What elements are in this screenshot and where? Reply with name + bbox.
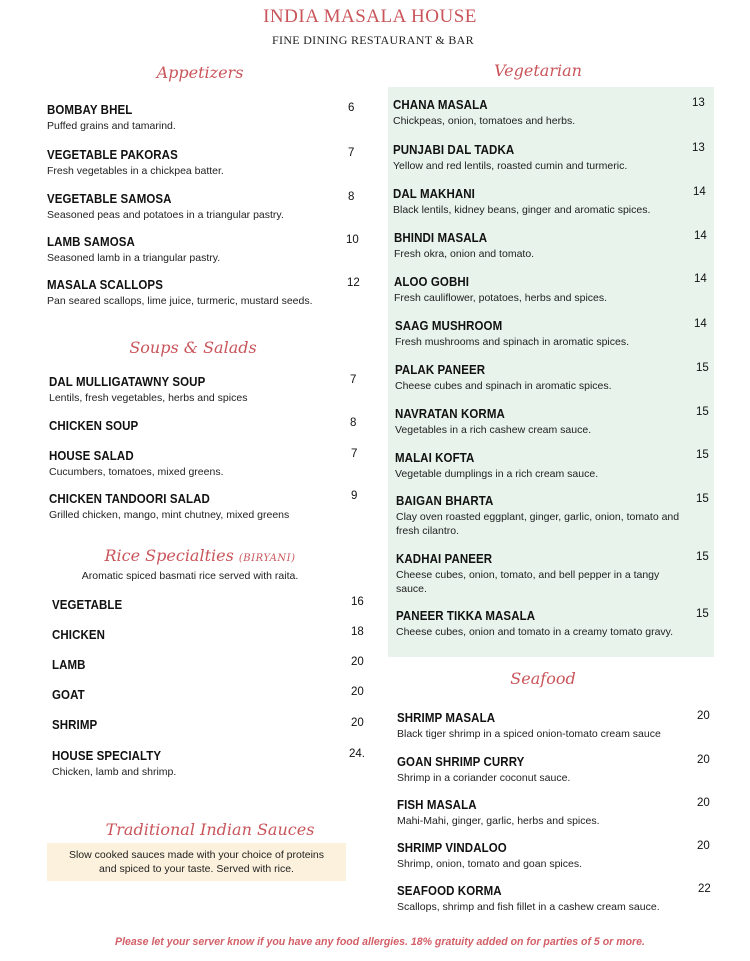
menu-item bbox=[395, 451, 695, 481]
item-price: 9 bbox=[351, 490, 358, 502]
item-description: Fresh cauliflower, potatoes, herbs and spices. bbox=[394, 292, 608, 304]
item-name: SHRIMP MASALA bbox=[397, 711, 496, 725]
item-price: 14 bbox=[694, 318, 707, 330]
restaurant-name: INDIA MASALA HOUSE bbox=[263, 6, 477, 27]
sauces-note-line1: Slow cooked sauces made with your choice of proteins bbox=[68, 849, 325, 861]
rice-specialties-heading bbox=[100, 546, 300, 565]
item-price: 15 bbox=[696, 551, 709, 563]
item-price: 22 bbox=[698, 883, 711, 895]
item-price: 15 bbox=[696, 608, 709, 620]
item-name: MALAI KOFTA bbox=[395, 451, 475, 465]
item-name: PUNJABI DAL TADKA bbox=[393, 143, 515, 157]
item-name: LAMB SAMOSA bbox=[47, 235, 135, 249]
item-description: Vegetables in a rich cashew cream sauce. bbox=[395, 424, 592, 436]
menu-item bbox=[52, 688, 342, 702]
item-price: 20 bbox=[351, 686, 364, 698]
traditional-sauces-heading: Traditional Indian Sauces bbox=[105, 820, 315, 839]
item-description: Fresh okra, onion and tomato. bbox=[394, 248, 535, 260]
item-price: 13 bbox=[692, 142, 705, 154]
item-name: VEGETABLE bbox=[52, 598, 123, 612]
item-name: HOUSE SALAD bbox=[49, 449, 134, 463]
menu-item bbox=[52, 628, 342, 642]
item-price: 20 bbox=[351, 656, 364, 668]
item-price: 14 bbox=[694, 230, 707, 242]
vegetarian-heading: Vegetarian bbox=[494, 61, 582, 80]
menu-item bbox=[49, 375, 339, 405]
menu-item bbox=[52, 598, 342, 612]
item-name: CHICKEN bbox=[52, 628, 106, 642]
menu-item bbox=[52, 718, 342, 732]
item-description: Cheese cubes, onion and tomato in a creamy tomato gravy. bbox=[396, 626, 674, 638]
item-price: 7 bbox=[350, 374, 357, 386]
item-description: Mahi-Mahi, ginger, garlic, herbs and spices. bbox=[397, 815, 600, 827]
menu-item bbox=[394, 275, 694, 305]
restaurant-subtitle: FINE DINING RESTAURANT & BAR bbox=[272, 33, 474, 47]
item-description: Black tiger shrimp in a spiced onion-tomato cream sauce bbox=[397, 728, 661, 740]
rice-note: Aromatic spiced basmati rice served with raita. bbox=[81, 570, 299, 582]
item-name: GOAT bbox=[52, 688, 85, 702]
item-price: 20 bbox=[697, 754, 710, 766]
allergy-gratuity-notice: Please let your server know if you have any food allergies. 18% gratuity added on for parties of 5 or more. bbox=[115, 936, 645, 948]
item-description: Clay oven roasted eggplant, ginger, garlic, onion, tomato and fresh cilantro. bbox=[396, 511, 680, 537]
menu-item bbox=[396, 609, 688, 639]
menu-item bbox=[49, 419, 339, 433]
item-price: 8 bbox=[348, 191, 355, 203]
item-price: 6 bbox=[348, 102, 355, 114]
item-price: 20 bbox=[351, 717, 364, 729]
item-description: Black lentils, kidney beans, ginger and aromatic spices. bbox=[393, 204, 651, 216]
item-name: SHRIMP bbox=[52, 718, 98, 732]
item-name: LAMB bbox=[52, 658, 86, 672]
menu-item bbox=[397, 841, 697, 871]
item-description: Vegetable dumplings in a rich cream sauce. bbox=[395, 468, 599, 480]
item-price: 8 bbox=[350, 417, 357, 429]
item-name: MASALA SCALLOPS bbox=[47, 278, 163, 292]
menu-item bbox=[49, 449, 339, 479]
menu-item bbox=[397, 755, 697, 785]
item-description: Grilled chicken, mango, mint chutney, mixed greens bbox=[49, 509, 290, 521]
menu-item bbox=[397, 711, 697, 741]
item-name: DAL MULLIGATAWNY SOUP bbox=[49, 375, 206, 389]
menu-item bbox=[397, 884, 697, 914]
menu-item bbox=[52, 658, 342, 672]
rice-title: Rice Specialties bbox=[104, 546, 234, 565]
item-description: Shrimp in a coriander coconut sauce. bbox=[397, 772, 571, 784]
menu-item bbox=[47, 103, 337, 133]
item-price: 16 bbox=[351, 596, 364, 608]
menu-item bbox=[393, 143, 693, 173]
item-description: Chicken, lamb and shrimp. bbox=[52, 766, 177, 778]
item-price: 14 bbox=[693, 186, 706, 198]
item-price: 15 bbox=[696, 406, 709, 418]
item-name: CHANA MASALA bbox=[393, 98, 488, 112]
sauces-note-box bbox=[47, 843, 346, 881]
menu-item bbox=[393, 98, 693, 128]
item-description: Fresh vegetables in a chickpea batter. bbox=[47, 165, 224, 177]
item-description: Pan seared scallops, lime juice, turmeric, mustard seeds. bbox=[47, 295, 313, 307]
soups-salads-heading: Soups & Salads bbox=[129, 338, 257, 357]
item-description: Yellow and red lentils, roasted cumin and turmeric. bbox=[393, 160, 628, 172]
menu-item bbox=[49, 492, 349, 522]
menu-item bbox=[396, 552, 688, 596]
item-description: Shrimp, onion, tomato and goan spices. bbox=[397, 858, 583, 870]
item-name: PANEER TIKKA MASALA bbox=[396, 609, 536, 623]
item-name: SEAFOOD KORMA bbox=[397, 884, 502, 898]
menu-item bbox=[47, 192, 337, 222]
menu-item bbox=[395, 363, 695, 393]
item-price: 20 bbox=[697, 710, 710, 722]
item-description: Lentils, fresh vegetables, herbs and spices bbox=[49, 392, 248, 404]
item-name: KADHAI PANEER bbox=[396, 552, 493, 566]
menu-item bbox=[395, 407, 695, 437]
item-name: CHICKEN TANDOORI SALAD bbox=[49, 492, 210, 506]
item-name: SAAG MUSHROOM bbox=[395, 319, 503, 333]
menu-item bbox=[47, 148, 337, 178]
item-description: Cheese cubes, onion, tomato, and bell pepper in a tangy sauce. bbox=[396, 569, 660, 595]
appetizers-heading: Appetizers bbox=[156, 63, 244, 82]
item-name: ALOO GOBHI bbox=[394, 275, 470, 289]
item-price: 14 bbox=[694, 273, 707, 285]
item-description: Chickpeas, onion, tomatoes and herbs. bbox=[393, 115, 576, 127]
rice-title-biryani: (BIRYANI) bbox=[238, 553, 296, 564]
item-name: PALAK PANEER bbox=[395, 363, 486, 377]
item-name: BOMBAY BHEL bbox=[47, 103, 133, 117]
item-description: Cheese cubes and spinach in aromatic spices. bbox=[395, 380, 612, 392]
item-price: 15 bbox=[696, 362, 709, 374]
item-name: GOAN SHRIMP CURRY bbox=[397, 755, 525, 769]
menu-item bbox=[47, 278, 347, 308]
menu-item bbox=[395, 319, 695, 349]
item-description: Fresh mushrooms and spinach in aromatic spices. bbox=[395, 336, 630, 348]
item-description: Cucumbers, tomatoes, mixed greens. bbox=[49, 466, 224, 478]
item-price: 20 bbox=[697, 797, 710, 809]
item-price: 7 bbox=[351, 448, 358, 460]
item-description: Scallops, shrimp and fish fillet in a cashew cream sauce. bbox=[397, 901, 660, 913]
seafood-heading: Seafood bbox=[510, 669, 576, 688]
item-description: Seasoned lamb in a triangular pastry. bbox=[47, 252, 221, 264]
item-name: NAVRATAN KORMA bbox=[395, 407, 505, 421]
item-price: 13 bbox=[692, 97, 705, 109]
menu-item bbox=[52, 749, 342, 779]
item-price: 18 bbox=[351, 626, 364, 638]
menu-item bbox=[396, 494, 688, 538]
sauces-note-line2: and spiced to your taste. Served with rice. bbox=[99, 862, 294, 875]
item-name: BAIGAN BHARTA bbox=[396, 494, 494, 508]
menu-item bbox=[47, 235, 337, 265]
item-description: Seasoned peas and potatoes in a triangular pastry. bbox=[47, 209, 284, 221]
item-price: 7 bbox=[348, 147, 355, 159]
item-price: 20 bbox=[697, 840, 710, 852]
item-price: 12 bbox=[347, 277, 360, 289]
menu-item bbox=[393, 187, 693, 217]
item-name: BHINDI MASALA bbox=[394, 231, 488, 245]
item-name: FISH MASALA bbox=[397, 798, 477, 812]
item-price: 15 bbox=[696, 493, 709, 505]
item-price: 24. bbox=[349, 748, 365, 760]
item-name: HOUSE SPECIALTY bbox=[52, 749, 162, 763]
item-name: VEGETABLE SAMOSA bbox=[47, 192, 172, 206]
item-name: VEGETABLE PAKORAS bbox=[47, 148, 178, 162]
item-price: 10 bbox=[346, 234, 359, 246]
item-price: 15 bbox=[696, 449, 709, 461]
item-name: DAL MAKHANI bbox=[393, 187, 475, 201]
item-name: CHICKEN SOUP bbox=[49, 419, 139, 433]
item-description: Puffed grains and tamarind. bbox=[47, 120, 176, 132]
menu-item bbox=[394, 231, 694, 261]
item-name: SHRIMP VINDALOO bbox=[397, 841, 507, 855]
menu-item bbox=[397, 798, 697, 828]
